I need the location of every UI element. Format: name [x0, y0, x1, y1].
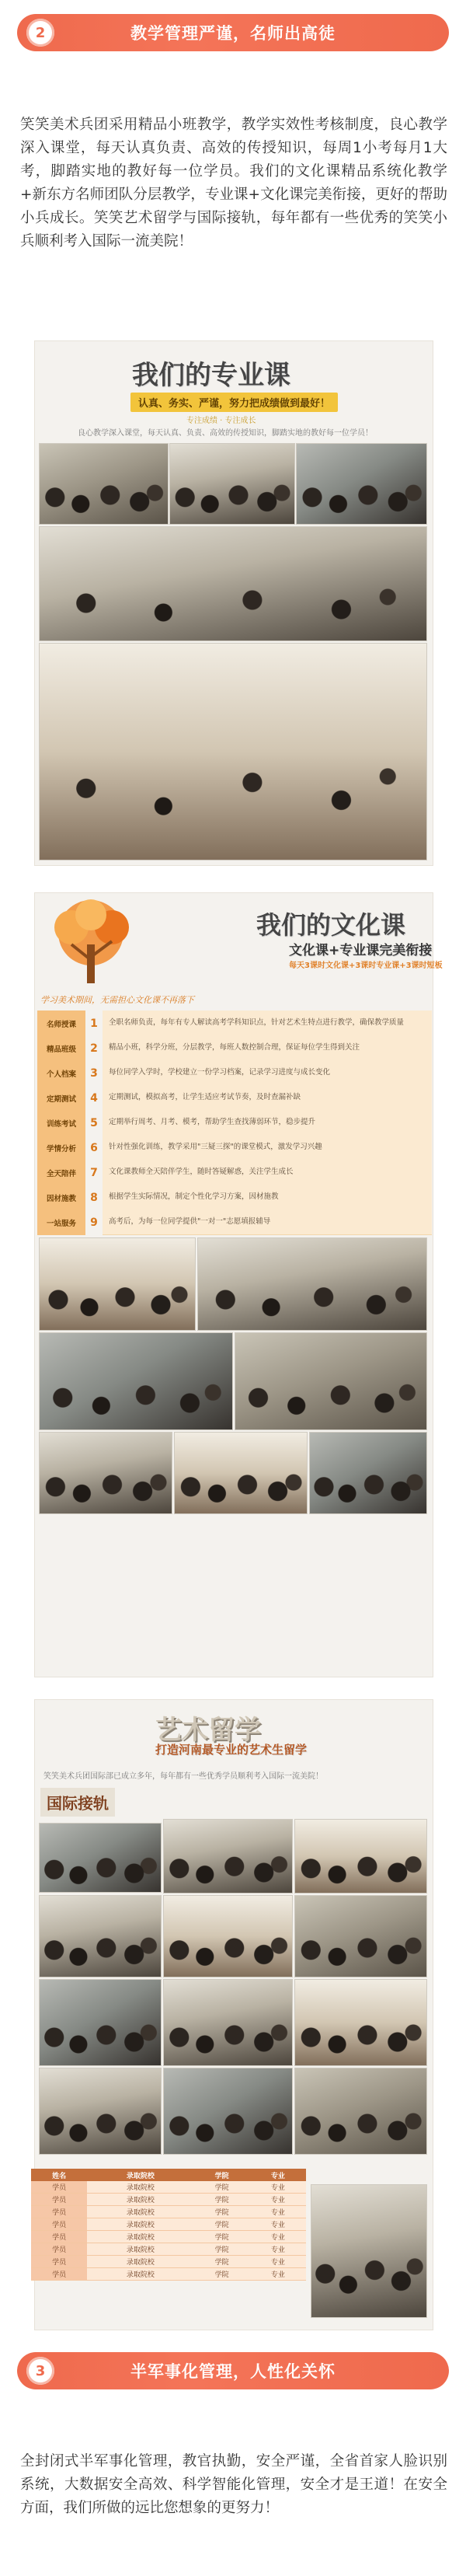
table-cell: 专业: [250, 2231, 306, 2243]
photo-abroad-7: [39, 1979, 162, 2066]
photo-abroad-6: [294, 1895, 427, 1977]
admission-table-header-cell: 录取院校: [87, 2169, 193, 2181]
photo-abroad-12: [294, 2068, 427, 2155]
section-number-badge: 2: [26, 19, 54, 47]
table-cell: 学院: [193, 2218, 249, 2231]
photo-studio-1: [39, 443, 169, 525]
culture-feature-row: [37, 1085, 432, 1111]
culture-feature-row: [37, 1035, 432, 1061]
table-cell: 录取院校: [87, 2256, 193, 2268]
culture-feature-row: [37, 1160, 432, 1185]
culture-feature-label: 因材施教: [37, 1185, 85, 1210]
table-cell: 专业: [250, 2218, 306, 2231]
culture-feature-row: [37, 1060, 432, 1086]
culture-feature-text: 全职名师负责，每年有专人解读高考学科知识点，针对艺术生特点进行教学，确保教学质量: [103, 1011, 432, 1036]
culture-feature-text: 高考后，为每一位同学提供"一对一"志愿填报辅导: [103, 1209, 432, 1235]
table-cell: 学员: [31, 2256, 87, 2268]
culture-feature-number: 5: [90, 1116, 98, 1129]
culture-feature-row: [37, 1135, 432, 1161]
professional-tagline: 专注成绩 · 专注成长: [186, 417, 256, 425]
art-abroad-subtitle: 打造河南最专业的艺术生留学: [155, 1743, 308, 1757]
table-cell: 学院: [193, 2256, 249, 2268]
table-cell: 学院: [193, 2268, 249, 2281]
management-paragraph: 全封闭式半军事化管理，教官执勤，安全严谨，全省首家人脸识别系统，大数据安全高效、科学智能化管理，安全才是王道！在安全方面，我们所做的远比您想象的更努力！: [20, 2453, 447, 2516]
culture-feature-number: 2: [90, 1042, 98, 1055]
photo-abroad-4: [39, 1895, 162, 1977]
table-cell: 学院: [193, 2181, 249, 2194]
table-cell: 学员: [31, 2206, 87, 2218]
professional-ribbon: 认真、务实、严谨，努力把成绩做到最好！: [130, 393, 338, 412]
art-abroad-intro: 笑笑美术兵团国际部已成立多年，每年都有一些优秀学员顺利考入国际一流美院！: [43, 1772, 323, 1781]
culture-feature-label: 训练考试: [37, 1110, 85, 1136]
photo-culture-1: [39, 1237, 196, 1331]
table-cell: 学员: [31, 2194, 87, 2206]
culture-feature-text: 根据学生实际情况，制定个性化学习方案，因材施教: [103, 1185, 432, 1210]
section-header-2: [17, 14, 449, 51]
table-cell: 学员: [31, 2218, 87, 2231]
culture-banner: 学习美术期间，无需担心文化课不再落下: [40, 995, 194, 1005]
photo-culture-7: [309, 1432, 427, 1514]
culture-feature-label: 名师授课: [37, 1011, 85, 1036]
culture-feature-text: 精品小班，科学分班，分层教学，每班人数控制合理，保证每位学生得到关注: [103, 1035, 432, 1061]
culture-feature-text: 定期举行周考、月考、模考，帮助学生查找薄弱环节，稳步提升: [103, 1110, 432, 1136]
table-cell: 专业: [250, 2243, 306, 2256]
table-row: [31, 2243, 306, 2256]
section-title: 半军事化管理，人性化关怀: [130, 2362, 336, 2381]
table-cell: 学院: [193, 2206, 249, 2218]
culture-feature-text: 每位同学入学时，学校建立一份学习档案，记录学习进度与成长变化: [103, 1060, 432, 1086]
culture-feature-label: 一站服务: [37, 1209, 85, 1235]
table-row: [31, 2268, 306, 2281]
admission-table-header: [31, 2169, 306, 2181]
table-cell: 录取院校: [87, 2194, 193, 2206]
table-cell: 学员: [31, 2181, 87, 2194]
table-cell: 学院: [193, 2194, 249, 2206]
photo-abroad-3: [294, 1819, 427, 1894]
photo-abroad-5: [163, 1895, 293, 1977]
professional-caption: 良心教学深入课堂，每天认真、负责、高效的传授知识，脚踏实地的教好每一位学员！: [78, 429, 373, 438]
culture-feature-number: 3: [90, 1066, 98, 1080]
table-row: [31, 2194, 306, 2206]
culture-feature-label: 定期测试: [37, 1085, 85, 1111]
table-row: [31, 2231, 306, 2243]
international-label: 国际接轨: [40, 1788, 115, 1817]
table-cell: 录取院校: [87, 2231, 193, 2243]
table-cell: 学员: [31, 2268, 87, 2281]
table-row: [31, 2218, 306, 2231]
culture-feature-number: 8: [90, 1191, 98, 1204]
table-cell: 录取院校: [87, 2243, 193, 2256]
photo-culture-2: [197, 1237, 427, 1331]
table-cell: 学院: [193, 2231, 249, 2243]
culture-feature-row: [37, 1110, 432, 1136]
photo-studio-3: [296, 443, 427, 525]
table-cell: 专业: [250, 2268, 306, 2281]
table-cell: 录取院校: [87, 2206, 193, 2218]
photo-culture-5: [39, 1432, 172, 1514]
culture-feature-label: 精品班级: [37, 1035, 85, 1061]
section-number-badge: 3: [26, 2357, 54, 2385]
photo-studio-5: [39, 643, 427, 860]
culture-schedule-line1: 每天3课时文化课+3课时专业课+3课时短板: [289, 962, 443, 970]
professional-title: 我们的专业课: [132, 360, 290, 391]
culture-feature-text: 定期测试，模拟高考，让学生适应考试节奏，及时查漏补缺: [103, 1085, 432, 1111]
photo-abroad-10: [39, 2068, 162, 2155]
culture-feature-row: [37, 1011, 432, 1036]
table-cell: 专业: [250, 2256, 306, 2268]
admission-table-header-cell: 姓名: [31, 2169, 87, 2181]
table-row: [31, 2181, 306, 2194]
culture-feature-label: 个人档案: [37, 1060, 85, 1086]
admission-table-header-cell: 专业: [250, 2169, 306, 2181]
photo-studio-2: [169, 443, 295, 525]
section-title: 教学管理严谨，名师出高徒: [130, 24, 336, 43]
culture-title: 我们的文化课: [256, 910, 406, 940]
photo-abroad-9: [294, 1979, 427, 2066]
culture-feature-number: 9: [90, 1216, 98, 1229]
photo-abroad-8: [163, 1979, 293, 2066]
table-cell: 学员: [31, 2231, 87, 2243]
photo-culture-4: [235, 1332, 427, 1430]
table-cell: 学员: [31, 2243, 87, 2256]
table-cell: 录取院校: [87, 2181, 193, 2194]
culture-feature-text: 针对性强化训练，教学采用"三疑三探"的课堂模式，激发学习兴趣: [103, 1135, 432, 1161]
culture-feature-number: 7: [90, 1166, 98, 1179]
photo-culture-6: [174, 1432, 308, 1514]
photo-culture-3: [39, 1332, 233, 1430]
table-cell: 录取院校: [87, 2268, 193, 2281]
culture-feature-label: 全天陪伴: [37, 1160, 85, 1185]
culture-feature-text: 文化课教师全天陪伴学生，随时答疑解惑，关注学生成长: [103, 1160, 432, 1185]
culture-feature-row: [37, 1185, 432, 1210]
table-row: [31, 2256, 306, 2268]
table-row: [31, 2206, 306, 2218]
art-abroad-title: 艺术留学: [155, 1715, 261, 1746]
table-cell: 专业: [250, 2206, 306, 2218]
culture-feature-row: [37, 1209, 432, 1235]
culture-feature-number: 4: [90, 1091, 98, 1105]
culture-subtitle: 文化课+专业课完美衔接: [289, 943, 433, 958]
photo-abroad-13: [311, 2184, 427, 2318]
photo-studio-4: [39, 526, 427, 641]
admission-table: [31, 2169, 306, 2281]
photo-abroad-1: [39, 1823, 162, 1893]
table-cell: 专业: [250, 2194, 306, 2206]
intro-paragraph: 笑笑美术兵团采用精品小班教学，教学实效性考核制度，良心教学深入课堂，每天认真负责、高效的传授知识，每周1小考每月1大考，脚踏实地的教好每一位学员。我们的文化课精品系统化教学+新东方名师团队分层教学，专业课+文化课完美衔接，更好的帮助小兵成长。笑笑艺术留学与国际接轨，每年都有一些优秀的笑笑小兵顺利考入国际一流美院！: [20, 117, 447, 250]
tree-logo-icon: [40, 898, 141, 990]
culture-feature-label: 学情分析: [37, 1135, 85, 1161]
culture-feature-number: 1: [90, 1017, 98, 1030]
table-cell: 录取院校: [87, 2218, 193, 2231]
photo-abroad-11: [163, 2068, 293, 2155]
table-cell: 学院: [193, 2243, 249, 2256]
admission-table-header-cell: 学院: [193, 2169, 249, 2181]
table-cell: 专业: [250, 2181, 306, 2194]
photo-abroad-2: [163, 1819, 293, 1894]
section-header-3: [17, 2352, 449, 2389]
culture-feature-number: 6: [90, 1141, 98, 1154]
